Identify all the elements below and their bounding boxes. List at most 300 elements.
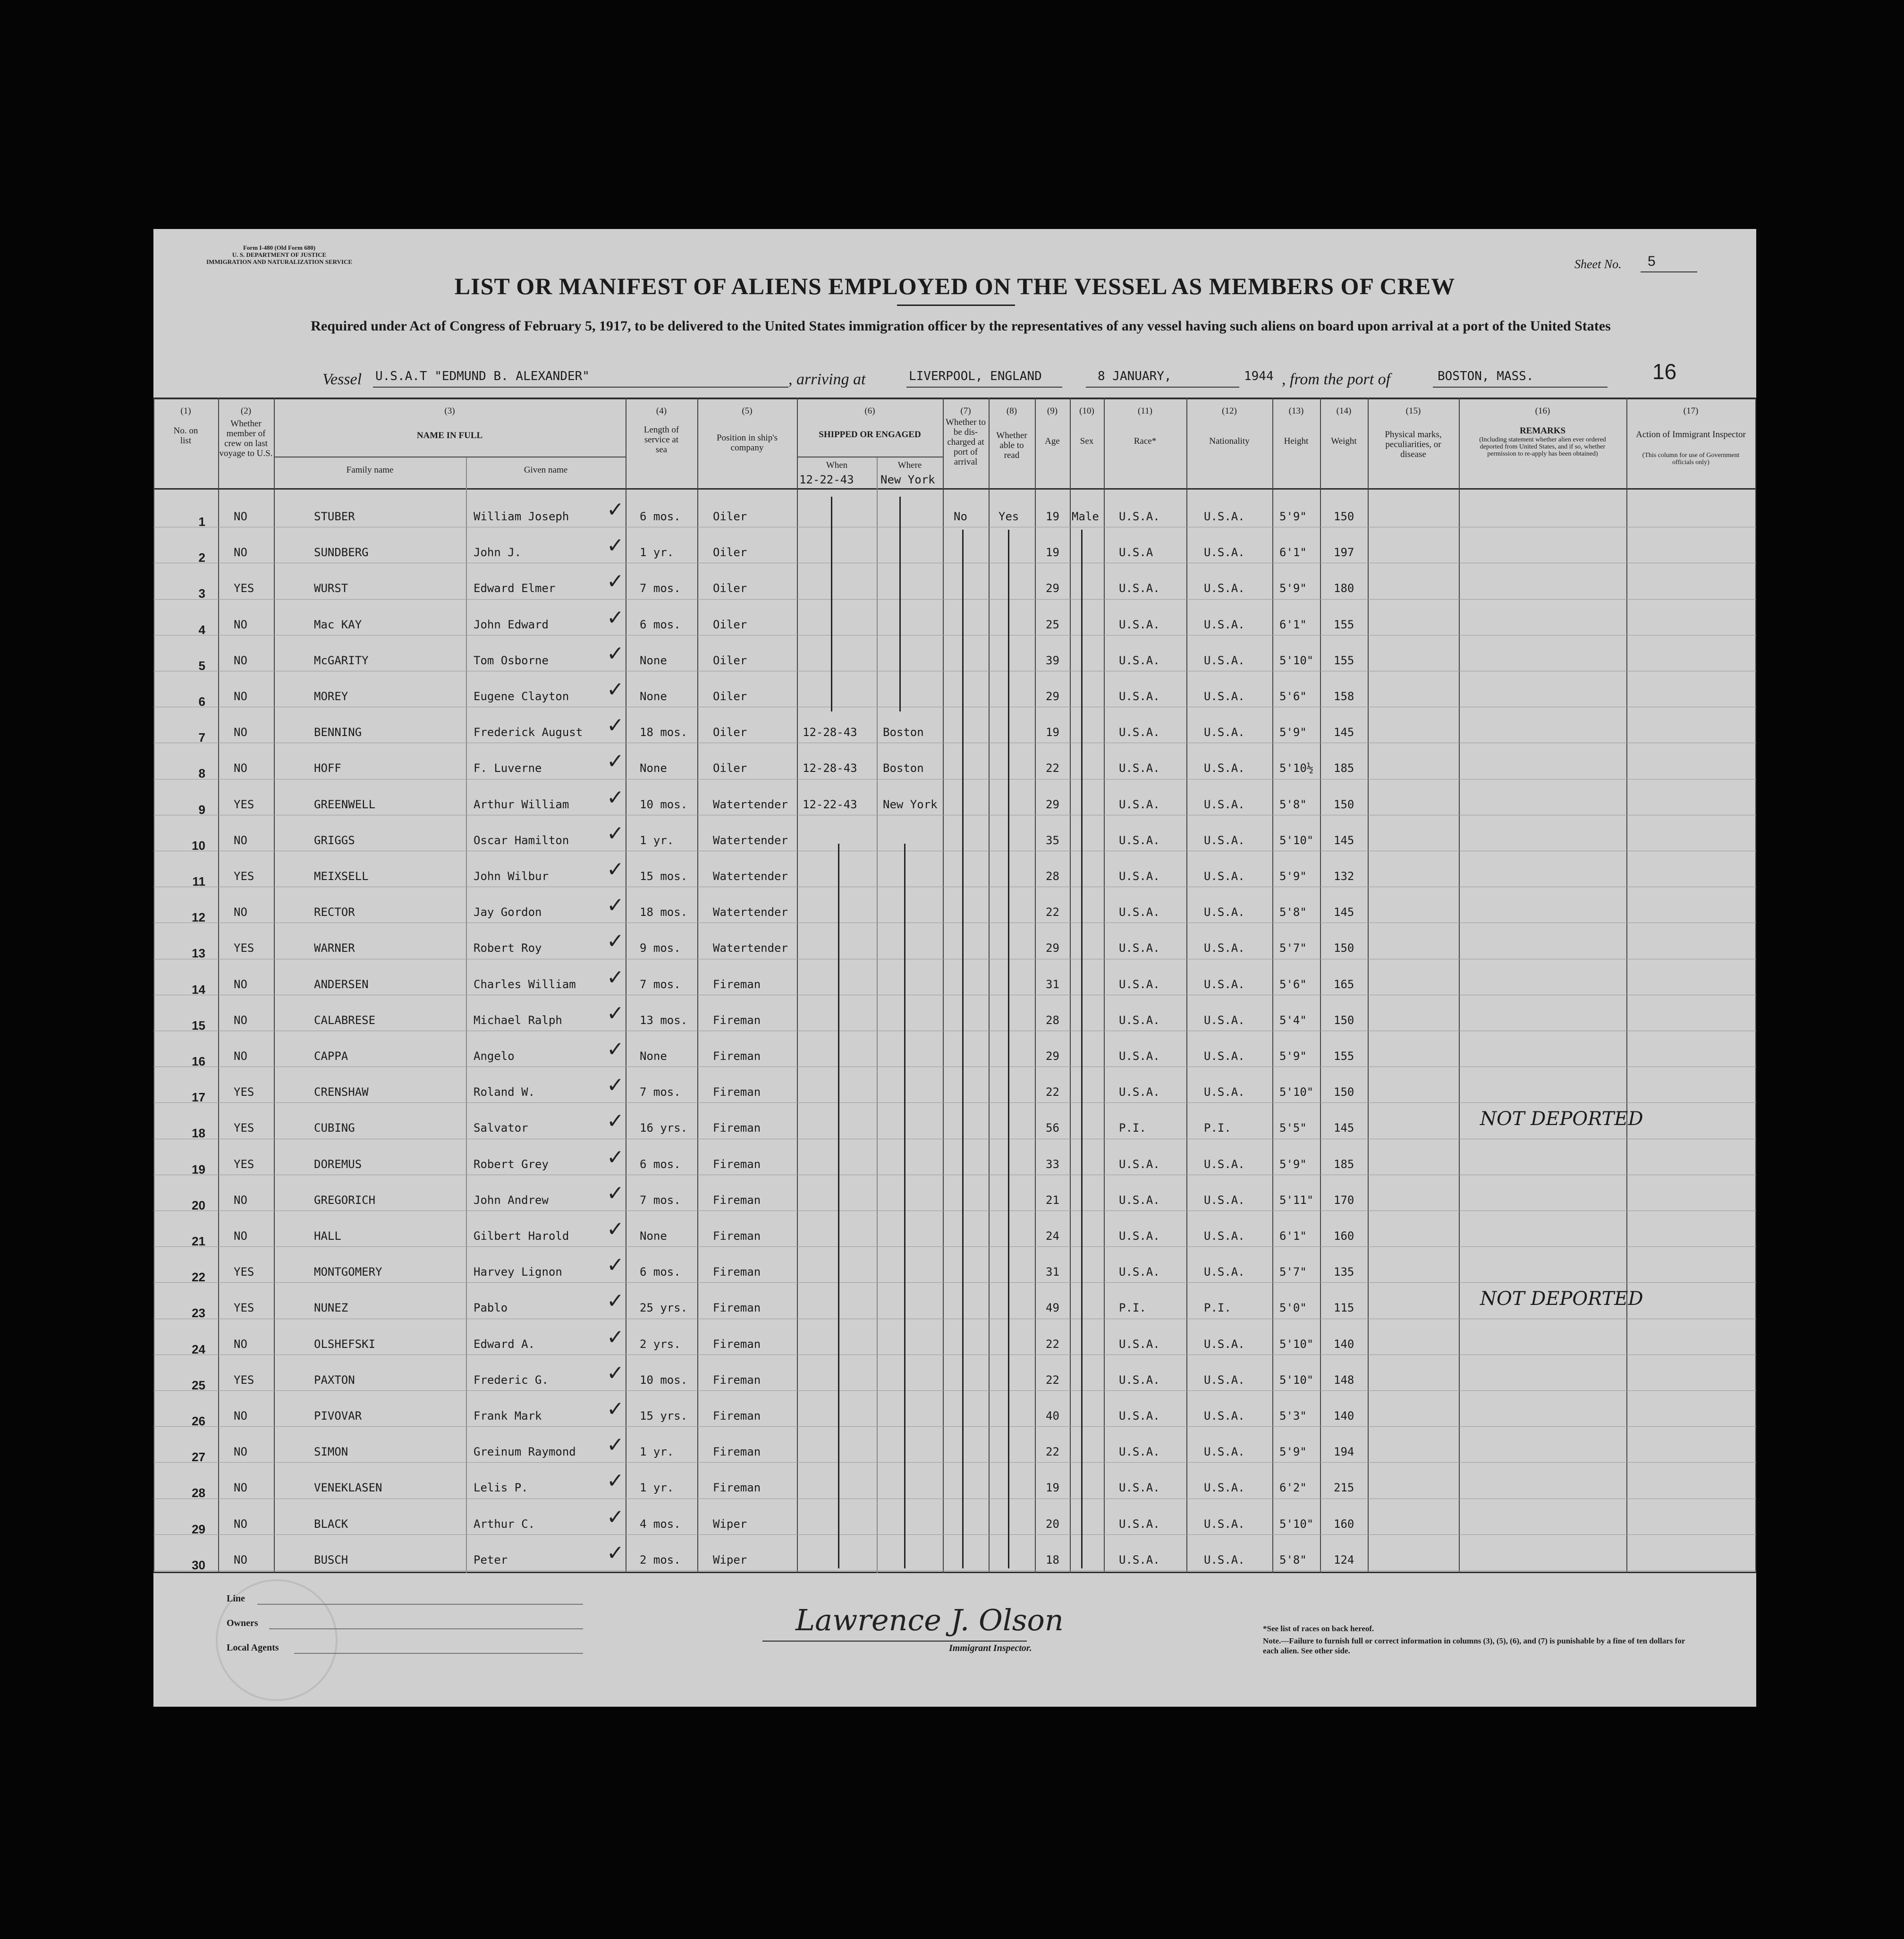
- age: 25: [1046, 618, 1059, 631]
- row-number: 8: [198, 766, 205, 781]
- length-of-service: 1 yr.: [640, 546, 674, 559]
- table-row: [153, 1391, 1756, 1427]
- nationality: U.S.A.: [1204, 1373, 1245, 1387]
- family-name: WURST: [314, 582, 348, 595]
- weight: 185: [1334, 1157, 1354, 1171]
- crew-member-flag: YES: [234, 1265, 254, 1279]
- header-action-note: (This column for use of Government officials only): [1642, 452, 1740, 466]
- length-of-service: 25 yrs.: [640, 1301, 688, 1315]
- row-number: 18: [192, 1126, 205, 1141]
- table-row: [153, 564, 1756, 600]
- given-name: John Wilbur: [474, 870, 549, 883]
- age: 18: [1046, 1553, 1059, 1566]
- height: 5'7": [1279, 1265, 1307, 1279]
- row-number: 9: [198, 802, 205, 817]
- arriving-value: LIVERPOOL, ENGLAND: [909, 369, 1042, 383]
- crew-member-flag: NO: [234, 1553, 247, 1566]
- row-number: 7: [198, 730, 205, 745]
- penalty-note: Note.—Failure to furnish full or correct information in columns (3), (5), (6), and (7) is punishable by a fine of ten dollars for each alien. See other side.: [1263, 1636, 1685, 1655]
- age: 22: [1046, 762, 1059, 775]
- inspector-signature: Lawrence J. Olson: [795, 1603, 1064, 1637]
- page-subtitle: Required under Act of Congress of February 5, 1917, to be delivered to the United States immigration officer by the representatives of any vessel having such aliens on board upon arrival at a port of the United States: [311, 318, 1611, 334]
- height: 6'1": [1279, 546, 1307, 559]
- race: U.S.A.: [1119, 690, 1160, 703]
- crew-member-flag: YES: [234, 1373, 254, 1387]
- position: Oiler: [713, 510, 747, 523]
- page-number: 16: [1652, 359, 1677, 384]
- length-of-service: 2 yrs.: [640, 1337, 681, 1351]
- height: 5'10": [1279, 833, 1314, 847]
- age: 31: [1046, 1265, 1059, 1279]
- checkmark-icon: ✓: [607, 1073, 624, 1098]
- shipped-when: 12-22-43: [803, 797, 857, 811]
- col-number: (10): [1079, 406, 1094, 416]
- table-row: [153, 1320, 1756, 1355]
- family-name: Mac KAY: [314, 618, 362, 631]
- race: U.S.A.: [1119, 1445, 1160, 1459]
- length-of-service: 18 mos.: [640, 726, 688, 739]
- owners-underline: [269, 1628, 583, 1629]
- given-name: Edward A.: [474, 1337, 535, 1351]
- race: U.S.A.: [1119, 1517, 1160, 1531]
- weight: 150: [1334, 941, 1354, 955]
- family-name: WARNER: [314, 941, 355, 955]
- header-member-last-voyage: Whether member of crew on last voyage to U.S.: [219, 419, 273, 458]
- family-name: CALABRESE: [314, 1013, 376, 1027]
- family-name: GREENWELL: [314, 797, 376, 811]
- crew-member-flag: NO: [234, 1229, 247, 1243]
- crew-member-flag: YES: [234, 797, 254, 811]
- nationality: U.S.A.: [1204, 582, 1245, 595]
- race: U.S.A.: [1119, 653, 1160, 667]
- length-of-service: 6 mos.: [640, 1157, 681, 1171]
- age: 29: [1046, 941, 1059, 955]
- weight: 215: [1334, 1481, 1354, 1495]
- col-number: (4): [656, 406, 667, 416]
- row-number: 15: [192, 1018, 205, 1033]
- length-of-service: 4 mos.: [640, 1517, 681, 1531]
- nationality: U.S.A.: [1204, 1409, 1245, 1422]
- length-of-service: 6 mos.: [640, 618, 681, 631]
- col-number: (6): [864, 406, 875, 416]
- checkmark-icon: ✓: [607, 1325, 624, 1349]
- checkmark-icon: ✓: [607, 893, 624, 918]
- given-name: Greinum Raymond: [474, 1445, 576, 1459]
- checkmark-icon: ✓: [607, 1541, 624, 1565]
- col-number: (7): [960, 406, 971, 416]
- vessel-underline: [373, 387, 788, 388]
- given-name: Harvey Lignon: [474, 1265, 562, 1279]
- header-where-value: New York: [880, 473, 935, 486]
- height: 5'10½: [1279, 762, 1314, 775]
- age: 22: [1046, 1373, 1059, 1387]
- age: 33: [1046, 1157, 1059, 1171]
- vessel-label: Vessel: [322, 371, 362, 388]
- length-of-service: 7 mos.: [640, 1193, 681, 1207]
- table-row: [153, 600, 1756, 636]
- shipped-when: 12-28-43: [803, 762, 857, 775]
- row-number: 3: [198, 586, 205, 601]
- header-race: Race*: [1134, 436, 1157, 446]
- weight: 170: [1334, 1193, 1354, 1207]
- races-note: *See list of races on back hereof.: [1263, 1624, 1374, 1633]
- header-position: Position in ship's company: [716, 433, 778, 453]
- table-row: [153, 492, 1756, 528]
- manifest-sheet: [153, 229, 1756, 1707]
- position: Fireman: [713, 1409, 761, 1422]
- age: 24: [1046, 1229, 1059, 1243]
- race: U.S.A.: [1119, 582, 1160, 595]
- family-name: HOFF: [314, 762, 341, 775]
- race: U.S.A.: [1119, 1265, 1160, 1279]
- discharged: No: [954, 510, 967, 523]
- age: 29: [1046, 797, 1059, 811]
- position: Watertender: [713, 833, 788, 847]
- weight: 135: [1334, 1265, 1354, 1279]
- header-physical-marks: Physical marks, peculiarities, or disease: [1385, 430, 1442, 459]
- position: Oiler: [713, 690, 747, 703]
- checkmark-icon: ✓: [607, 498, 624, 522]
- nationality: U.S.A.: [1204, 1337, 1245, 1351]
- position: Fireman: [713, 1013, 761, 1027]
- header-when: When: [826, 460, 848, 470]
- height: 5'11": [1279, 1193, 1314, 1207]
- age: 21: [1046, 1193, 1059, 1207]
- height: 5'8": [1279, 906, 1307, 919]
- crew-member-flag: NO: [234, 1445, 247, 1459]
- checkmark-icon: ✓: [607, 821, 624, 846]
- length-of-service: 6 mos.: [640, 1265, 681, 1279]
- row-number: 23: [192, 1306, 205, 1321]
- header-when-value: 12-22-43: [799, 473, 854, 486]
- crew-member-flag: NO: [234, 1481, 247, 1495]
- given-name: Tom Osborne: [474, 653, 549, 667]
- height: 5'9": [1279, 870, 1307, 883]
- vessel-value: U.S.A.T "EDMUND B. ALEXANDER": [375, 369, 590, 383]
- age: 31: [1046, 977, 1059, 991]
- table-row: [153, 960, 1756, 996]
- age: 56: [1046, 1121, 1059, 1135]
- weight: 145: [1334, 833, 1354, 847]
- checkmark-icon: ✓: [607, 785, 624, 810]
- given-name: Frederic G.: [474, 1373, 549, 1387]
- height: 5'0": [1279, 1301, 1307, 1315]
- table-row: [153, 816, 1756, 852]
- ditto-line: [904, 844, 905, 1568]
- shipped-when: 12-28-43: [803, 726, 857, 739]
- race: U.S.A.: [1119, 870, 1160, 883]
- shipped-where: New York: [883, 797, 938, 811]
- race: U.S.A.: [1119, 618, 1160, 631]
- crew-member-flag: YES: [234, 582, 254, 595]
- race: U.S.A.: [1119, 1193, 1160, 1207]
- race: U.S.A.: [1119, 1229, 1160, 1243]
- height: 5'10": [1279, 653, 1314, 667]
- nationality: U.S.A.: [1204, 1553, 1245, 1566]
- form-id-line: Form I-480 (Old Form 680): [243, 244, 316, 251]
- race: U.S.A.: [1119, 1409, 1160, 1422]
- checkmark-icon: ✓: [607, 1469, 624, 1493]
- row-number: 11: [192, 874, 205, 889]
- col-number: (14): [1336, 406, 1352, 416]
- given-name: Oscar Hamilton: [474, 833, 569, 847]
- row-number: 19: [192, 1162, 205, 1177]
- nationality: U.S.A.: [1204, 618, 1245, 631]
- height: 5'9": [1279, 1050, 1307, 1063]
- weight: 160: [1334, 1517, 1354, 1531]
- age: 29: [1046, 1050, 1059, 1063]
- race: U.S.A.: [1119, 941, 1160, 955]
- position: Fireman: [713, 1301, 761, 1315]
- crew-member-flag: YES: [234, 1121, 254, 1135]
- col-number: (9): [1047, 406, 1058, 416]
- col-number: (11): [1138, 406, 1152, 416]
- given-name: Salvator: [474, 1121, 528, 1135]
- sheet-number-value: 5: [1648, 254, 1656, 269]
- position: Oiler: [713, 726, 747, 739]
- height: 5'10": [1279, 1517, 1314, 1531]
- crew-member-flag: YES: [234, 870, 254, 883]
- nationality: U.S.A.: [1204, 726, 1245, 739]
- age: 49: [1046, 1301, 1059, 1315]
- remarks-handwritten: NOT DEPORTED: [1480, 1288, 1643, 1310]
- age: 20: [1046, 1517, 1059, 1531]
- family-name: OLSHEFSKI: [314, 1337, 376, 1351]
- table-row: [153, 1463, 1756, 1499]
- row-number: 1: [198, 515, 205, 529]
- nationality: U.S.A.: [1204, 870, 1245, 883]
- age: 19: [1046, 546, 1059, 559]
- col-number: (1): [180, 406, 191, 416]
- height: 5'4": [1279, 1013, 1307, 1027]
- position: Fireman: [713, 977, 761, 991]
- weight: 145: [1334, 726, 1354, 739]
- height: 6'1": [1279, 1229, 1307, 1243]
- crew-member-flag: NO: [234, 1193, 247, 1207]
- table-row: [153, 1211, 1756, 1247]
- header-able-to-read: Whether able to read: [996, 431, 1027, 460]
- family-name: NUNEZ: [314, 1301, 348, 1315]
- family-name: MOREY: [314, 690, 348, 703]
- height: 5'10": [1279, 1337, 1314, 1351]
- table-row: [153, 744, 1756, 779]
- given-name: John J.: [474, 546, 522, 559]
- weight: 150: [1334, 797, 1354, 811]
- row-number: 2: [198, 550, 205, 565]
- arrival-year: 1944: [1244, 369, 1274, 383]
- weight: 160: [1334, 1229, 1354, 1243]
- family-name: SUNDBERG: [314, 546, 369, 559]
- given-name: Frank Mark: [474, 1409, 542, 1422]
- header-remarks-note: (Including statement whether alien ever ordered deported from United States, and if so, whether permission to re-apply has been obtained): [1479, 436, 1606, 457]
- height: 5'8": [1279, 1553, 1307, 1566]
- nationality: U.S.A.: [1204, 1157, 1245, 1171]
- remarks-handwritten: NOT DEPORTED: [1480, 1108, 1643, 1130]
- weight: 155: [1334, 653, 1354, 667]
- nationality: U.S.A.: [1204, 546, 1245, 559]
- height: 5'9": [1279, 1157, 1307, 1171]
- position: Wiper: [713, 1517, 747, 1531]
- table-row: [153, 1032, 1756, 1067]
- weight: 197: [1334, 546, 1354, 559]
- row-number: 24: [192, 1342, 205, 1356]
- table-bottom-rule: [153, 1572, 1756, 1573]
- nationality: U.S.A.: [1204, 762, 1245, 775]
- sheet-number-label: Sheet No.: [1574, 257, 1622, 271]
- col-number: (12): [1222, 406, 1237, 416]
- age: 19: [1046, 726, 1059, 739]
- crew-member-flag: NO: [234, 1409, 247, 1422]
- table-row: [153, 528, 1756, 564]
- header-bottom-rule: [153, 488, 1756, 490]
- row-number: 17: [192, 1090, 205, 1105]
- race: P.I.: [1119, 1121, 1146, 1135]
- family-name: RECTOR: [314, 906, 355, 919]
- weight: 115: [1334, 1301, 1354, 1315]
- position: Fireman: [713, 1157, 761, 1171]
- col-number: (8): [1006, 406, 1017, 416]
- table-row: [153, 1499, 1756, 1535]
- weight: 165: [1334, 977, 1354, 991]
- checkmark-icon: ✓: [607, 965, 624, 990]
- age: 22: [1046, 906, 1059, 919]
- date-underline: [1086, 387, 1239, 388]
- race: U.S.A.: [1119, 977, 1160, 991]
- nationality: P.I.: [1204, 1121, 1231, 1135]
- from-port-value: BOSTON, MASS.: [1438, 369, 1534, 383]
- age: 28: [1046, 1013, 1059, 1027]
- table-row: [153, 708, 1756, 744]
- checkmark-icon: ✓: [607, 857, 624, 881]
- race: U.S.A.: [1119, 510, 1160, 523]
- col-number: (15): [1405, 406, 1421, 416]
- crew-member-flag: YES: [234, 941, 254, 955]
- family-name: GREGORICH: [314, 1193, 376, 1207]
- given-name: Arthur William: [474, 797, 569, 811]
- port-underline: [1433, 387, 1608, 388]
- height: 6'1": [1279, 618, 1307, 631]
- given-name: Charles William: [474, 977, 576, 991]
- position: Wiper: [713, 1553, 747, 1566]
- family-name: CUBING: [314, 1121, 355, 1135]
- position: Oiler: [713, 546, 747, 559]
- length-of-service: 1 yr.: [640, 1481, 674, 1495]
- checkmark-icon: ✓: [607, 605, 624, 630]
- nationality: U.S.A.: [1204, 1517, 1245, 1531]
- crew-member-flag: NO: [234, 762, 247, 775]
- family-name: GRIGGS: [314, 833, 355, 847]
- length-of-service: 7 mos.: [640, 582, 681, 595]
- table-row: [153, 1103, 1756, 1139]
- length-of-service: 9 mos.: [640, 941, 681, 955]
- nationality: U.S.A.: [1204, 1193, 1245, 1207]
- length-of-service: 10 mos.: [640, 797, 688, 811]
- weight: 158: [1334, 690, 1354, 703]
- checkmark-icon: ✓: [607, 677, 624, 702]
- nationality: U.S.A.: [1204, 1085, 1245, 1099]
- race: U.S.A.: [1119, 1013, 1160, 1027]
- age: 22: [1046, 1085, 1059, 1099]
- table-row: [153, 1176, 1756, 1211]
- crew-member-flag: NO: [234, 653, 247, 667]
- race: U.S.A.: [1119, 1157, 1160, 1171]
- given-name: Lelis P.: [474, 1481, 528, 1495]
- row-number: 29: [192, 1522, 205, 1536]
- row-number: 14: [192, 982, 205, 997]
- family-name: PIVOVAR: [314, 1409, 362, 1422]
- row-number: 10: [192, 838, 205, 853]
- checkmark-icon: ✓: [607, 1397, 624, 1421]
- page-title: LIST OR MANIFEST OF ALIENS EMPLOYED ON THE VESSEL AS MEMBERS OF CREW: [454, 273, 1456, 299]
- table-row: [153, 1140, 1756, 1176]
- able-to-read: Yes: [999, 510, 1019, 523]
- given-name: Pablo: [474, 1301, 508, 1315]
- ditto-line: [1081, 530, 1083, 1568]
- table-row: [153, 996, 1756, 1032]
- row-number: 5: [198, 658, 205, 673]
- header-shipped-engaged: SHIPPED OR ENGAGED: [819, 430, 921, 440]
- header-name-in-full: NAME IN FULL: [416, 431, 483, 440]
- length-of-service: 10 mos.: [640, 1373, 688, 1387]
- given-name: Frederick August: [474, 726, 583, 739]
- table-row: [153, 1427, 1756, 1463]
- weight: 132: [1334, 870, 1354, 883]
- race: U.S.A.: [1119, 1337, 1160, 1351]
- weight: 155: [1334, 1050, 1354, 1063]
- nationality: U.S.A.: [1204, 977, 1245, 991]
- height: 5'5": [1279, 1121, 1307, 1135]
- weight: 140: [1334, 1337, 1354, 1351]
- ditto-line: [962, 530, 964, 1568]
- length-of-service: None: [640, 1229, 667, 1243]
- length-of-service: 7 mos.: [640, 977, 681, 991]
- age: 19: [1046, 1481, 1059, 1495]
- col-number: (2): [240, 406, 252, 416]
- length-of-service: 13 mos.: [640, 1013, 688, 1027]
- checkmark-icon: ✓: [607, 1289, 624, 1313]
- header-height: Height: [1284, 436, 1309, 446]
- position: Watertender: [713, 797, 788, 811]
- position: Fireman: [713, 1481, 761, 1495]
- height: 5'10": [1279, 1085, 1314, 1099]
- length-of-service: 2 mos.: [640, 1553, 681, 1566]
- shipped-where: Boston: [883, 726, 924, 739]
- length-of-service: 15 yrs.: [640, 1409, 688, 1422]
- row-number: 25: [192, 1378, 205, 1392]
- family-name: DOREMUS: [314, 1157, 362, 1171]
- row-number: 28: [192, 1486, 205, 1500]
- height: 6'2": [1279, 1481, 1307, 1495]
- row-number: 4: [198, 622, 205, 637]
- row-number: 21: [192, 1234, 205, 1248]
- weight: 180: [1334, 582, 1354, 595]
- crew-member-flag: YES: [234, 1157, 254, 1171]
- nationality: U.S.A.: [1204, 833, 1245, 847]
- length-of-service: None: [640, 762, 667, 775]
- header-weight: Weight: [1331, 436, 1357, 446]
- checkmark-icon: ✓: [607, 929, 624, 954]
- table-row: [153, 1247, 1756, 1283]
- height: 5'6": [1279, 690, 1307, 703]
- race: U.S.A.: [1119, 1050, 1160, 1063]
- position: Watertender: [713, 906, 788, 919]
- crew-member-flag: NO: [234, 690, 247, 703]
- checkmark-icon: ✓: [607, 1037, 624, 1061]
- weight: 155: [1334, 618, 1354, 631]
- family-name: BENNING: [314, 726, 362, 739]
- table-row: [153, 636, 1756, 672]
- weight: 194: [1334, 1445, 1354, 1459]
